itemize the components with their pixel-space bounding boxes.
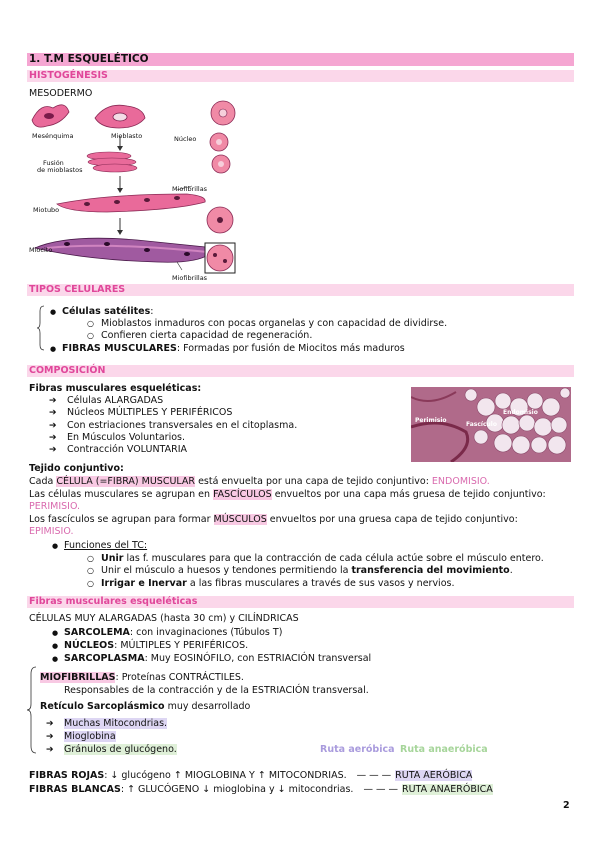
tejido-p1: Cada CÉLULA (=FIBRA) MUSCULAR está envuelta por una capa de tejido conjuntivo: ENDOMISIO.	[29, 476, 490, 487]
miofibrillas-line: MIOFIBRILLAS: Proteínas CONTRÁCTILES.	[40, 672, 244, 683]
list-item-fibras: ● FIBRAS MUSCULARES: Formadas por fusión de Miocitos más maduros	[62, 343, 405, 355]
list-item-mitocondrias: ➔ Muchas Mitocondrias.	[64, 718, 167, 730]
label-de-mioblastos: de mioblastos	[37, 166, 83, 174]
list-item-sub1: ○ Mioblastos inmaduros con pocas organelas y con capacidad de dividirse.	[101, 318, 447, 330]
funciones-title: ● Funciones del TC:	[64, 540, 147, 552]
label-miofibrillas: Miofibrillas	[172, 185, 208, 193]
section-heading-tipos: TIPOS CELULARES	[27, 284, 574, 296]
label-mioblasto: Mioblasto	[111, 132, 143, 140]
section-heading-fibras-esq: Fibras musculares esqueléticas	[27, 596, 574, 608]
legend-ruta-aerobica: Ruta aeróbica	[320, 744, 395, 755]
list-item-comp-3: ➔ Con estriaciones transversales en el citoplasma.	[67, 420, 297, 432]
histogenesis-figure	[27, 98, 257, 280]
label-mesenquima: Mesénquima	[32, 132, 74, 140]
section-heading-composicion: COMPOSICIÓN	[27, 365, 574, 377]
list-item-comp-4: ➔ En Músculos Voluntarios.	[67, 432, 185, 444]
micro-label-endomisio: Endomisio	[503, 409, 538, 416]
micro-label-perimisio: Perimisio	[415, 417, 447, 424]
label-miocito: Miocito	[29, 246, 53, 254]
tejido-p3: Los fascículos se agrupan para formar MÚSCULOS envueltos por una gruesa capa de tejido conjuntivo:	[29, 514, 518, 525]
tejido-p2: Las células musculares se agrupan en FASCÍCULOS envueltos por una capa más gruesa de tejido conjuntivo:	[29, 489, 546, 500]
section-heading-histogenesis: HISTOGÉNESIS	[27, 70, 574, 82]
miofibrillas-desc: Responsables de la contracción y de la ESTRIACIÓN transversal.	[64, 685, 369, 696]
label-nucleo: Núcleo	[174, 135, 197, 143]
reticulo-line: Retículo Sarcoplásmico muy desarrollado	[40, 701, 251, 712]
legend-ruta-anaerobica: Ruta anaeróbica	[400, 744, 488, 755]
list-item-comp-1: ➔ Células ALARGADAS	[67, 395, 163, 407]
tejido-p3-epimisio: EPIMISIO.	[29, 526, 74, 537]
list-item-nucleos: ● NÚCLEOS: MÚLTIPLES Y PERIFÉRICOS.	[64, 640, 248, 652]
list-item-mioglobina: ➔ Mioglobina	[64, 731, 116, 743]
mesodermo-label: MESODERMO	[29, 88, 93, 99]
list-item-comp-5: ➔ Contracción VOLUNTARIA	[67, 444, 187, 456]
page-title: 1. T.M ESQUELÉTICO	[27, 53, 574, 66]
tejido-p2-perimisio: PERIMISIO.	[29, 501, 81, 512]
page-number: 2	[563, 800, 570, 811]
label-fusion: Fusión	[43, 159, 64, 167]
fibras-intro: CÉLULAS MUY ALARGADAS (hasta 30 cm) y CILÍNDRICAS	[29, 613, 299, 624]
sarcoplasma-brace	[27, 666, 37, 753]
micro-label-fasciculo: Fascículo	[466, 421, 497, 428]
funcion-1: ○ Unir las f. musculares para que la contracción de cada célula actúe sobre el músculo entero.	[101, 553, 544, 565]
list-item-sarcolema: ● SARCOLEMA: con invaginaciones (Túbulos T)	[64, 627, 282, 639]
fibras-rojas-line: FIBRAS ROJAS: ↓ glucógeno ↑ MIOGLOBINA Y ↑ MITOCONDRIAS. — — — RUTA AERÓBICA	[29, 770, 473, 781]
fibras-blancas-line: FIBRAS BLANCAS: ↑ GLUCÓGENO ↓ mioglobina y ↓ mitocondrias. — — — RUTA ANAERÓBICA	[29, 784, 493, 795]
tejido-title: Tejido conjuntivo:	[29, 463, 124, 474]
label-miofibrillas-2: Miofibrillas	[172, 274, 208, 282]
funcion-3: ○ Irrigar e Inervar a las fibras musculares a través de sus vasos y nervios.	[101, 578, 454, 590]
funcion-2: ○ Unir el músculo a huesos y tendones permitiendo la transferencia del movimiento.	[101, 565, 513, 577]
label-miotubo: Miotubo	[33, 206, 60, 214]
fibras-title: Fibras musculares esqueléticas:	[29, 383, 202, 394]
list-item-sarcoplasma: ● SARCOPLASMA: Muy EOSINÓFILO, con ESTRIACIÓN transversal	[64, 653, 371, 665]
list-item-sub2: ○ Confieren cierta capacidad de regeneración.	[101, 330, 312, 342]
list-item-glucogeno: ➔ Gránulos de glucógeno.	[64, 744, 177, 756]
list-item-comp-2: ➔ Núcleos MÚLTIPLES Y PERIFÉRICOS	[67, 407, 232, 419]
tipos-brace	[37, 305, 45, 350]
list-item-satelites: ● Células satélites:	[62, 306, 153, 318]
